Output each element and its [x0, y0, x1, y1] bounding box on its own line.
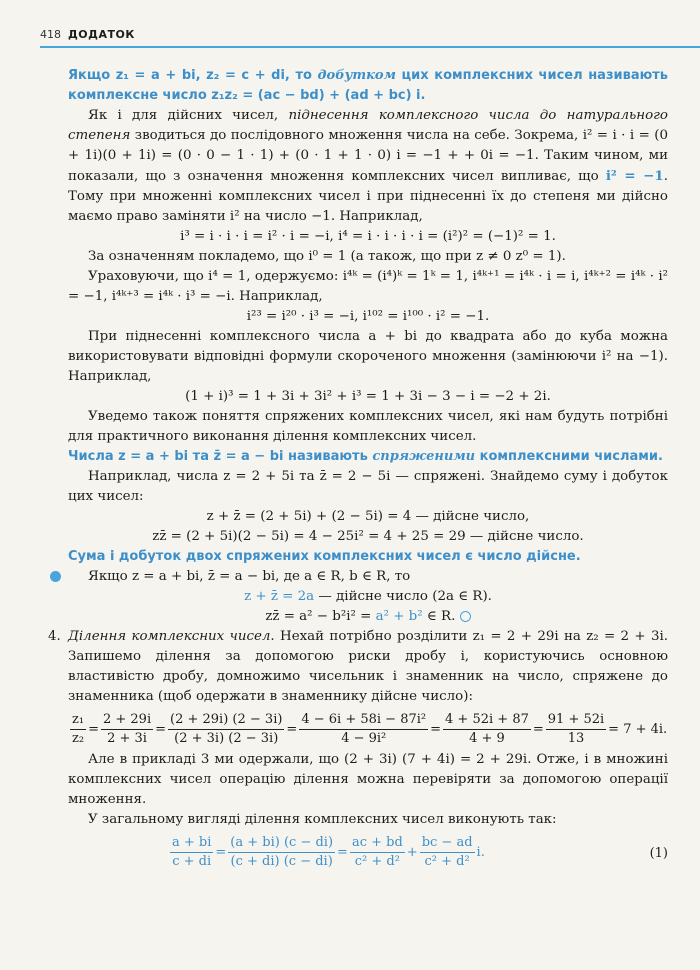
fraction: $\frac{bc - ad}{\text{c² + d²}}$ [421, 835, 473, 869]
theorem-conjugate: Сума і добуток двох спряжених комплексних чисел є число дійсне. [68, 549, 581, 564]
equation-examples: i²³ = i²⁰ · i³ = −i, i¹⁰² = i¹⁰⁰ · i² = −1. [246, 309, 490, 324]
paragraph-i-zero: За означенням покладемо, що i⁰ = 1 (а також, що при z ≠ 0 z⁰ = 1). [88, 249, 566, 264]
page-header [40, 28, 700, 54]
fraction: $\frac{\text{4 − 6i + 58i − 87i²}}{\text{4 − 9i²}}$ [301, 712, 427, 746]
bullet-icon [50, 571, 61, 582]
equation-cube: (1 + i)³ = 1 + 3i + 3i² + i³ = 1 + 3i − 3 − i = −2 + 2i. [185, 389, 551, 404]
equation-proof-sum: z + z̄ = 2a — дійсне число (2a ∈ R). [244, 589, 492, 604]
paragraph-division: 4. Ділення комплексних чисел. Нехай потрібно розділити z₁ = 2 + 29i на z₂ = 2 + 3i. Запишемо ділення за допомогою риски дробу і, користуючись основною властивістю дробу, домножимо чисельник і знаменник на число, спряжене до знаменника (щоб одержати в знаменнику дійсне число): [48, 629, 669, 704]
equation-number: (1) [649, 846, 668, 861]
paragraph-i-4k: Ураховуючи, що i⁴ = 1, одержуємо: i⁴ᵏ = (i⁴)ᵏ = 1ᵏ = 1, i⁴ᵏ⁺¹ = i⁴ᵏ · i = i, i⁴ᵏ⁺² = i⁴ᵏ · i² = −1, i⁴ᵏ⁺³ = i⁴ᵏ · i³ = −i. Наприклад, [68, 269, 668, 304]
item-number: 4. [48, 629, 61, 644]
fraction: $\frac{91 + 52i}{13}$ [547, 712, 605, 746]
fraction: $\frac{ac + bd}{\text{c² + d²}}$ [351, 835, 403, 869]
fraction: $\frac{\text{z₁}}{\text{z₂}}$ [72, 712, 85, 746]
header-rule [40, 46, 700, 48]
paragraph-proof: Якщо z = a + bi, z̄ = a − bi, де a ∈ R, b ∈ R, то [68, 567, 668, 587]
fraction: $\frac{(2 + 29i) (2 - 3i)}{(2 + 3i) (2 - 3i)}$ [170, 712, 283, 746]
page-body [48, 66, 669, 871]
paragraph-conjugate-intro: Уведемо також поняття спряжених комплексних чисел, які нам будуть потрібні для практичного виконання ділення комплексних чисел. [68, 409, 668, 444]
paragraph-check: Але в прикладі 3 ми одержали, що (2 + 3i) (7 + 4i) = 2 + 29i. Отже, і в множині комплексних чисел операцію ділення можна перевіряти за допомогою операції множення. [68, 752, 668, 807]
definition-multiplication: Якщо z₁ = a + bi, z₂ = c + di, то добутком цих комплексних чисел називають комплексне число z₁z₂ = (ac − bd) + (ad + bc) i. [68, 68, 668, 103]
end-proof-icon [460, 611, 471, 622]
page-number: 418 [40, 28, 61, 41]
equation-proof-product: zz̄ = a² − b²i² = a² + b² ∈ R. [68, 607, 668, 627]
fraction: $\frac{(a + bi) (c - di)}{(c + di) (c - di)}$ [230, 835, 334, 869]
paragraph-powers: Як і для дійсних чисел, піднесення комплексного числа до натурального степеня зводиться до послідовного множення числа на себе. Зокрема, i² = i · i = (0 + 1i)(0 + 1i) = (0 · 0 − 1 · 1) + (0 · 1 + 1 · 0) i = −1 + + 0i = −1. Таким чином, ми показали, що з означення множення комплексних чисел випливає, що i² = −1. Тому при множенні комплексних чисел і при піднесенні їх до степеня ми дійсно маємо право заміняти i² на число −1. Наприклад, [68, 108, 668, 224]
equation-sum: z + z̄ = (2 + 5i) + (2 − 5i) = 4 — дійсне число, [206, 509, 530, 524]
section-title: ДОДАТОК [68, 28, 135, 41]
paragraph-general: У загальному вигляді ділення комплексних чисел виконують так: [88, 812, 557, 827]
paragraph-conjugate-example: Наприклад, числа z = 2 + 5i та z̄ = 2 − 5i — спряжені. Знайдемо суму і добуток цих чисел: [68, 469, 668, 504]
fraction: $\frac{a + bi}{c + di}$ [172, 835, 212, 869]
fraction: $\frac{2 + 29i}{2 + 3i}$ [102, 712, 152, 746]
definition-conjugate: Числа z = a + bi та z̄ = a − bi називають спряженими комплексними числами. [68, 449, 663, 464]
equation-general-division: $\frac{a + bi}{c + di}$ = $\frac{(a + bi) (c - di)}{(c + di) (c - di)}$ = $\frac{ac + bd}{\text{c² + d²}}$ + $\frac{bc - ad}{\text{c² + d²}}$ i. (1) [172, 835, 668, 869]
fraction: $\frac{4 + 52i + 87}{4 + 9}$ [445, 712, 529, 746]
equation-i-powers: i³ = i · i · i = i² · i = −i, i⁴ = i · i · i · i = (i²)² = (−1)² = 1. [180, 229, 556, 244]
equation-product: zz̄ = (2 + 5i)(2 − 5i) = 4 − 25i² = 4 + 25 = 29 — дійсне число. [152, 529, 584, 544]
paragraph-square-cube: При піднесенні комплексного числа a + bi до квадрата або до куба можна використовувати відповідні формули скороченого множення (замінюючи i² на −1). Наприклад, [68, 329, 668, 384]
equation-division-example: $\frac{\text{z₁}}{\text{z₂}}$ = $\frac{2 + 29i}{2 + 3i}$ = $\frac{(2 + 29i) (2 - 3i)}{(2 + 3i) (2 - 3i)}$ = $\frac{\text{4 − 6i + 58i − 87i²}}{\text{4 − 9i²}}$ = $\frac{4 + 52i + 87}{4 + 9}$ = $\frac{91 + 52i}{13}$ = 7 + 4i. [72, 712, 668, 746]
